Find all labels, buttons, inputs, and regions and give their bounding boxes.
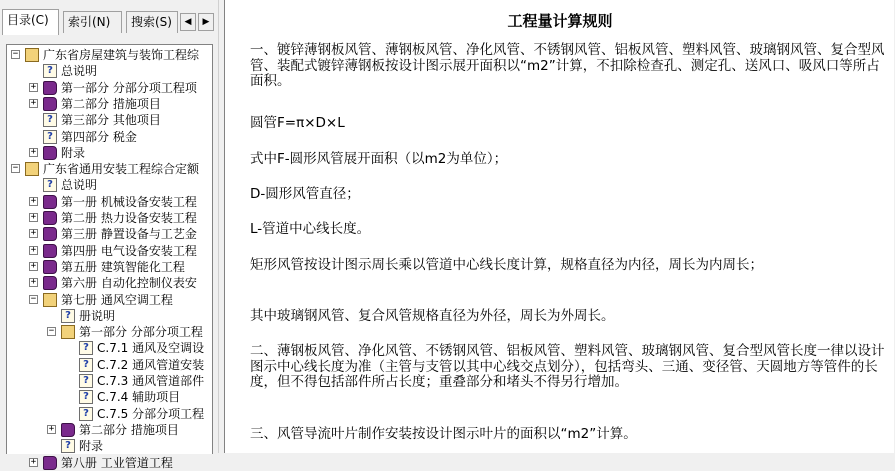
tab-strip bbox=[2, 9, 216, 35]
tree-item-label: 第三部分 其他项目 bbox=[61, 113, 161, 128]
open-book-icon bbox=[25, 48, 39, 62]
tree-item-label: 第七册 通风空调工程 bbox=[61, 292, 173, 307]
expand-icon[interactable]: + bbox=[30, 212, 37, 222]
tree-item[interactable] bbox=[7, 63, 212, 79]
expand-icon[interactable]: + bbox=[30, 228, 37, 239]
tree-item[interactable] bbox=[7, 292, 212, 308]
tree-item-label: C.7.4 辅助项目 bbox=[97, 390, 181, 405]
help-page-icon: ? bbox=[61, 309, 75, 323]
tab-index[interactable]: 索引(N) bbox=[63, 11, 122, 33]
tree-item[interactable] bbox=[7, 96, 212, 112]
tree-item-label: 第八册 工业管道工程 bbox=[61, 455, 173, 470]
book-icon bbox=[43, 146, 57, 160]
tree-item-label: 册说明 bbox=[79, 308, 116, 323]
tree-item-label: 第二册 热力设备安装工程 bbox=[61, 211, 197, 225]
tree-item[interactable] bbox=[7, 275, 212, 291]
help-page-icon: ? bbox=[43, 113, 57, 127]
expand-icon[interactable]: + bbox=[30, 97, 37, 108]
tree-item[interactable] bbox=[7, 47, 212, 63]
tree-item[interactable] bbox=[7, 324, 212, 340]
tree-item-label: 第一册 机械设备安装工程 bbox=[61, 194, 197, 209]
formula-note-d: D-圆形风管直径； bbox=[250, 186, 360, 202]
book-icon bbox=[43, 195, 57, 209]
help-page-icon: ? bbox=[79, 407, 93, 421]
document-pane bbox=[224, 0, 894, 453]
tree-item-label: 第六册 自动化控制仪表安 bbox=[61, 276, 197, 291]
expand-icon[interactable]: + bbox=[30, 195, 37, 206]
tree-item[interactable] bbox=[7, 259, 212, 275]
book-icon bbox=[43, 456, 57, 470]
navigation-pane bbox=[0, 0, 218, 470]
tree-item-label: 附录 bbox=[61, 145, 86, 160]
tree-item-label: C.7.1 通风及空调设 bbox=[97, 341, 205, 356]
rule-paragraph-2: 二、薄钢板风管、净化风管、不锈钢风管、铝板风管、塑料风管、玻璃钢风管、复合型风管长度一律以设计图示中心线长度为准（主管与支管以其中心线交点划分），包括弯头、三通、变径管、天圆地方等管件的长度，但不得包括部件所占长度；重叠部分和堵头不得另行增加。 bbox=[250, 343, 885, 390]
tree-item-label: 第二部分 措施项目 bbox=[79, 422, 179, 437]
tab-search[interactable]: 搜索(S) bbox=[126, 11, 178, 33]
tree-item-label: 广东省房屋建筑与装饰工程综 bbox=[43, 48, 200, 62]
page-title: 工程量计算规则 bbox=[507, 12, 613, 30]
tree-item[interactable] bbox=[7, 112, 212, 128]
book-icon bbox=[43, 211, 57, 225]
tree-item-label: C.7.3 通风管道部件 bbox=[97, 374, 205, 388]
tree-item-label: 第二部分 措施项目 bbox=[61, 96, 161, 111]
tree-item[interactable] bbox=[7, 177, 212, 193]
tree-item[interactable] bbox=[7, 340, 212, 356]
formula-paragraph: 圆管F=π×D×L bbox=[250, 115, 345, 131]
tree-item[interactable] bbox=[7, 226, 212, 242]
tree-item[interactable] bbox=[7, 373, 212, 389]
tab-contents[interactable]: 目录(C) bbox=[2, 9, 59, 35]
open-book-icon bbox=[43, 293, 57, 307]
book-icon bbox=[43, 276, 57, 290]
contents-tree[interactable] bbox=[6, 44, 213, 470]
book-icon bbox=[43, 97, 57, 111]
help-page-icon: ? bbox=[43, 130, 57, 144]
formula-note-f: 式中F-圆形风管展开面积（以m2为单位）； bbox=[250, 151, 508, 167]
tree-item[interactable] bbox=[7, 455, 212, 471]
tree-item[interactable] bbox=[7, 357, 212, 373]
collapse-icon[interactable]: − bbox=[48, 326, 55, 337]
tree-item[interactable] bbox=[7, 210, 212, 226]
expand-icon[interactable]: + bbox=[48, 423, 55, 434]
tree-item-label: 总说明 bbox=[61, 178, 98, 193]
tree-item[interactable] bbox=[7, 422, 212, 438]
collapse-icon[interactable]: − bbox=[12, 49, 19, 59]
tree-item[interactable] bbox=[7, 308, 212, 324]
expand-icon[interactable]: + bbox=[30, 260, 37, 271]
rule-paragraph-1: 一、镀锌薄钢板风管、薄钢板风管、净化风管、不锈钢风管、铝板风管、塑料风管、玻璃钢风管、复合型风管、装配式镀锌薄钢板按设计图示展开面积以“m2”计算，不扣除检查孔、测定孔、送风口、吸风口等所占面积。 bbox=[250, 42, 885, 89]
tree-item-label: 第四部分 税金 bbox=[61, 129, 137, 144]
tree-item[interactable] bbox=[7, 194, 212, 210]
tree-item[interactable] bbox=[7, 406, 212, 422]
tree-item[interactable] bbox=[7, 80, 212, 96]
tree-item-label: 第四册 电气设备安装工程 bbox=[61, 243, 197, 258]
tree-item-label: 第五册 建筑智能化工程 bbox=[61, 259, 185, 274]
tree-item[interactable] bbox=[7, 389, 212, 405]
expand-icon[interactable]: + bbox=[30, 277, 37, 288]
formula-note-l: L-管道中心线长度。 bbox=[250, 221, 371, 237]
help-page-icon: ? bbox=[79, 374, 93, 388]
help-page-icon: ? bbox=[61, 439, 75, 453]
tab-scroll-right-button[interactable]: ▶ bbox=[198, 13, 214, 31]
book-icon bbox=[43, 244, 57, 258]
tree-item-label: 第一部分 分部分项工程 bbox=[79, 325, 203, 340]
expand-icon[interactable]: + bbox=[30, 244, 37, 255]
tree-item-label: 总说明 bbox=[61, 64, 98, 79]
open-book-icon bbox=[61, 325, 75, 339]
book-icon bbox=[43, 227, 57, 241]
expand-icon[interactable]: + bbox=[30, 146, 37, 157]
collapse-icon[interactable]: − bbox=[12, 163, 19, 174]
expand-icon[interactable]: + bbox=[30, 81, 37, 92]
tree-item-label: 附录 bbox=[79, 439, 104, 454]
help-page-icon: ? bbox=[43, 64, 57, 78]
rectangular-duct-paragraph: 矩形风管按设计图示周长乘以管道中心线长度计算，规格直径为内径，周长为内周长； bbox=[250, 257, 763, 273]
help-page-icon: ? bbox=[79, 358, 93, 372]
tree-item-label: 第三册 静置设备与工艺金 bbox=[61, 227, 197, 242]
tab-scroll-left-button[interactable]: ◀ bbox=[180, 13, 196, 31]
tree-item[interactable] bbox=[7, 438, 212, 454]
open-book-icon bbox=[25, 162, 39, 176]
help-page-icon: ? bbox=[79, 390, 93, 404]
rule-paragraph-3: 三、风管导流叶片制作安装按设计图示叶片的面积以“m2”计算。 bbox=[250, 426, 637, 442]
book-icon bbox=[61, 423, 75, 437]
tree-item-label: C.7.5 分部分项工程 bbox=[97, 406, 205, 421]
tree-item[interactable] bbox=[7, 243, 212, 259]
composite-duct-paragraph: 其中玻璃钢风管、复合风管规格直径为外径，周长为外周长。 bbox=[250, 308, 615, 324]
tree-item-label: C.7.2 通风管道安装 bbox=[97, 357, 205, 372]
tree-item[interactable] bbox=[7, 145, 212, 161]
tree-item-label: 第一部分 分部分项工程项 bbox=[61, 80, 197, 95]
book-icon bbox=[43, 81, 57, 95]
book-icon bbox=[43, 260, 57, 274]
tree-item-label: 广东省通用安装工程综合定额 bbox=[43, 162, 200, 177]
collapse-icon[interactable]: − bbox=[30, 293, 37, 304]
expand-icon[interactable]: + bbox=[30, 456, 37, 467]
help-page-icon: ? bbox=[43, 178, 57, 192]
help-page-icon: ? bbox=[79, 341, 93, 355]
tree-item[interactable] bbox=[7, 129, 212, 145]
tree-item[interactable] bbox=[7, 161, 212, 177]
